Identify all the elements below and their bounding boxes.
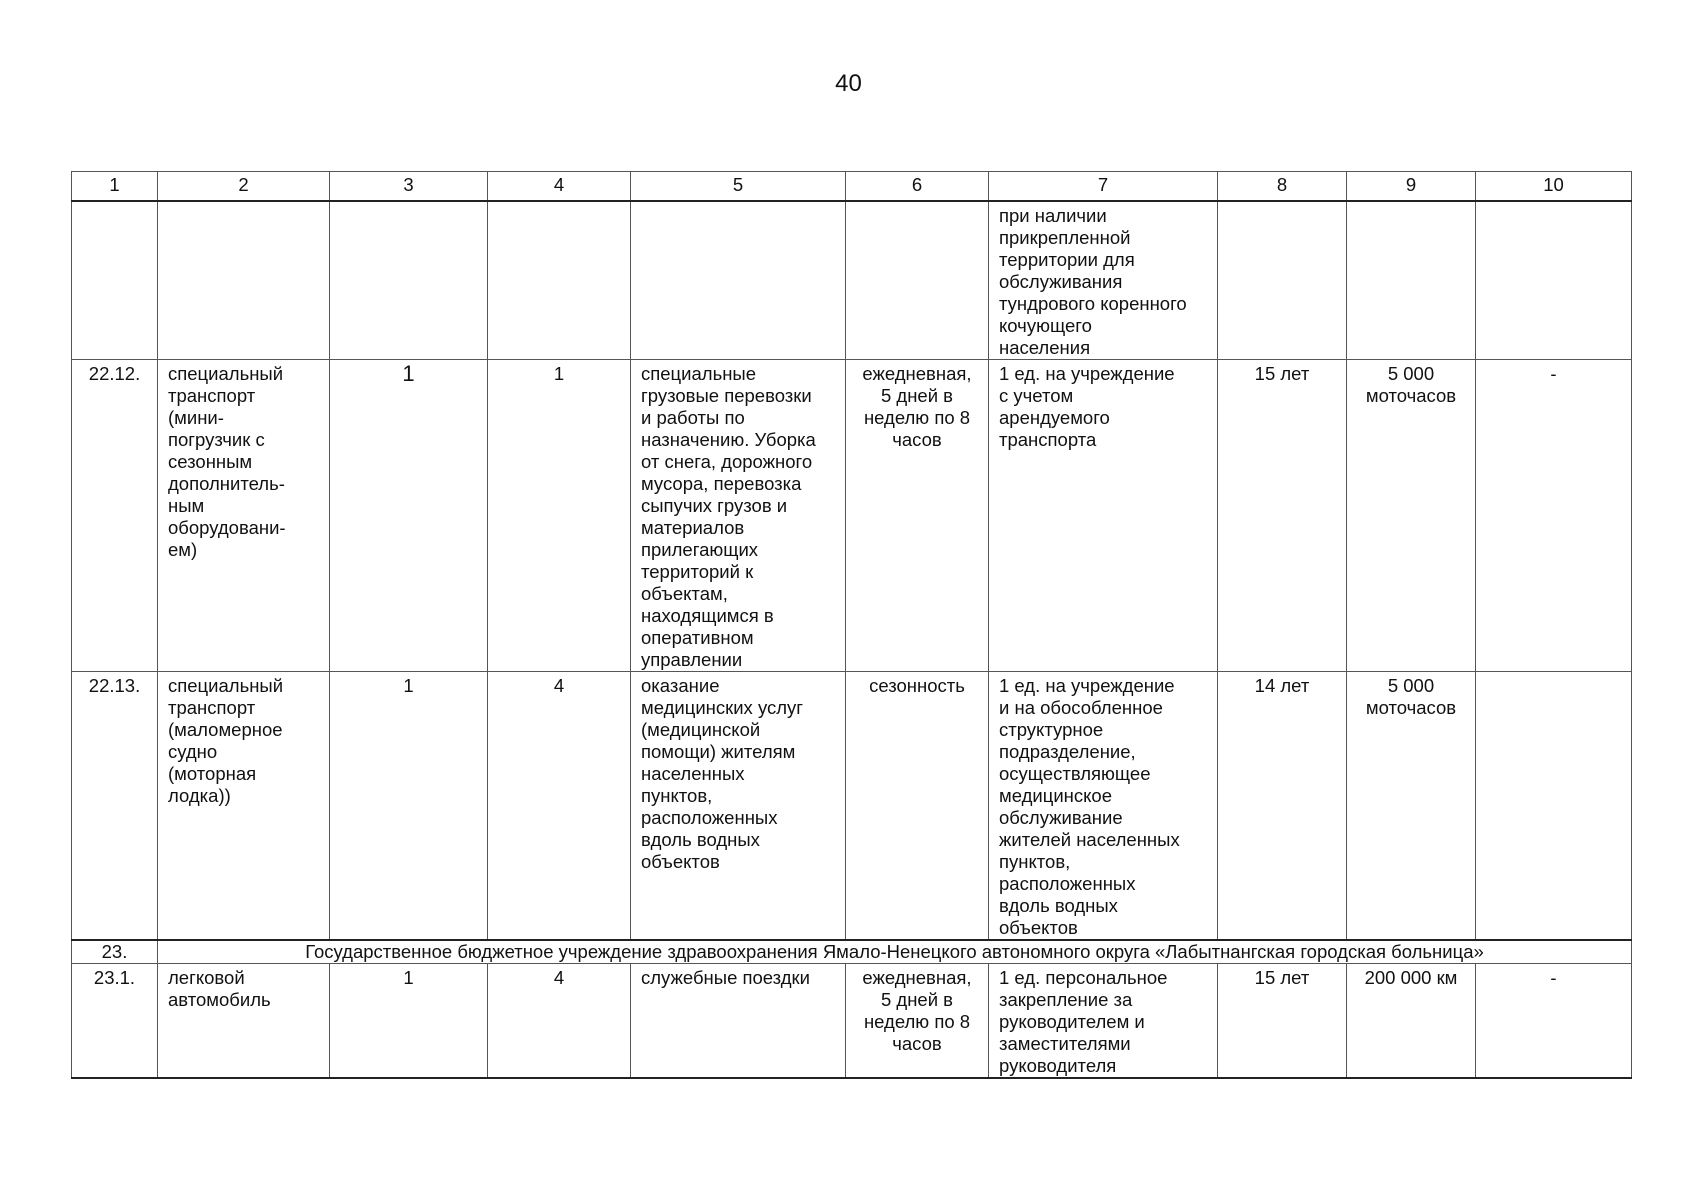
column-number: 1 <box>72 172 158 202</box>
cell-number: 22.13. <box>72 672 158 941</box>
cell-col3: 1 <box>330 672 488 941</box>
cell-schedule: ежедневная, 5 дней в неделю по 8 часов <box>846 360 989 672</box>
column-number: 4 <box>488 172 631 202</box>
cell-mileage <box>1347 201 1476 360</box>
cell-col3: 1 <box>330 964 488 1079</box>
cell-col4: 4 <box>488 672 631 941</box>
section-row <box>72 940 1632 964</box>
cell-col3: 1 <box>330 360 488 672</box>
cell-number: 22.12. <box>72 360 158 672</box>
cell-col4: 4 <box>488 964 631 1079</box>
cell-vehicle-type: специальный транспорт (мини- погрузчик с сезонным дополнитель- ным оборудовани- ем) <box>158 360 330 672</box>
column-number-row <box>72 172 1632 202</box>
cell-col3 <box>330 201 488 360</box>
cell-schedule <box>846 201 989 360</box>
cell-norm: 1 ед. на учреждение с учетом арендуемого транспорта <box>989 360 1218 672</box>
column-number: 7 <box>989 172 1218 202</box>
cell-purpose <box>631 201 846 360</box>
cell-number: 23.1. <box>72 964 158 1079</box>
cell-col4: 1 <box>488 360 631 672</box>
column-number: 8 <box>1218 172 1347 202</box>
cell-mileage: 5 000 моточасов <box>1347 672 1476 941</box>
cell-norm: при наличии прикрепленной территории для обслуживания тундрового коренного кочующего населения <box>989 201 1218 360</box>
cell-col10 <box>1476 201 1632 360</box>
cell-purpose: специальные грузовые перевозки и работы по назначению. Уборка от снега, дорожного мусора, перевозка сыпучих грузов и материалов прилегающих территорий к объектам, находящимся в оперативном управлении <box>631 360 846 672</box>
cell-vehicle-type: специальный транспорт (маломерное судно (моторная лодка)) <box>158 672 330 941</box>
cell-col4 <box>488 201 631 360</box>
cell-col10 <box>1476 672 1632 941</box>
cell-term: 15 лет <box>1218 360 1347 672</box>
table-row-continuation <box>72 201 1632 360</box>
cell-vehicle-type: легковой автомобиль <box>158 964 330 1079</box>
cell-purpose: служебные поездки <box>631 964 846 1079</box>
cell-schedule: сезонность <box>846 672 989 941</box>
cell-col10: - <box>1476 964 1632 1079</box>
cell-schedule: ежедневная, 5 дней в неделю по 8 часов <box>846 964 989 1079</box>
cell-norm: 1 ед. персональное закрепление за руководителем и заместителями руководителя <box>989 964 1218 1079</box>
column-number: 6 <box>846 172 989 202</box>
section-number: 23. <box>72 940 158 964</box>
table-row <box>72 672 1632 941</box>
cell-mileage: 5 000 моточасов <box>1347 360 1476 672</box>
cell-term: 15 лет <box>1218 964 1347 1079</box>
column-number: 5 <box>631 172 846 202</box>
section-title: Государственное бюджетное учреждение здравоохранения Ямало-Ненецкого автономного округа «Лабытнангская городская больница» <box>158 940 1632 964</box>
cell-term <box>1218 201 1347 360</box>
column-number: 9 <box>1347 172 1476 202</box>
cell-mileage: 200 000 км <box>1347 964 1476 1079</box>
cell-col10: - <box>1476 360 1632 672</box>
column-number: 2 <box>158 172 330 202</box>
vehicle-norms-table <box>71 171 1632 1079</box>
page-number: 40 <box>835 70 862 97</box>
table-row <box>72 964 1632 1079</box>
table-row <box>72 360 1632 672</box>
cell-term: 14 лет <box>1218 672 1347 941</box>
column-number: 10 <box>1476 172 1632 202</box>
cell-norm: 1 ед. на учреждение и на обособленное структурное подразделение, осуществляющее медицинское обслуживание жителей населенных пунктов, расположенных вдоль водных объектов <box>989 672 1218 941</box>
column-number: 3 <box>330 172 488 202</box>
cell-number <box>72 201 158 360</box>
cell-vehicle-type <box>158 201 330 360</box>
cell-purpose: оказание медицинских услуг (медицинской помощи) жителям населенных пунктов, расположенных вдоль водных объектов <box>631 672 846 941</box>
